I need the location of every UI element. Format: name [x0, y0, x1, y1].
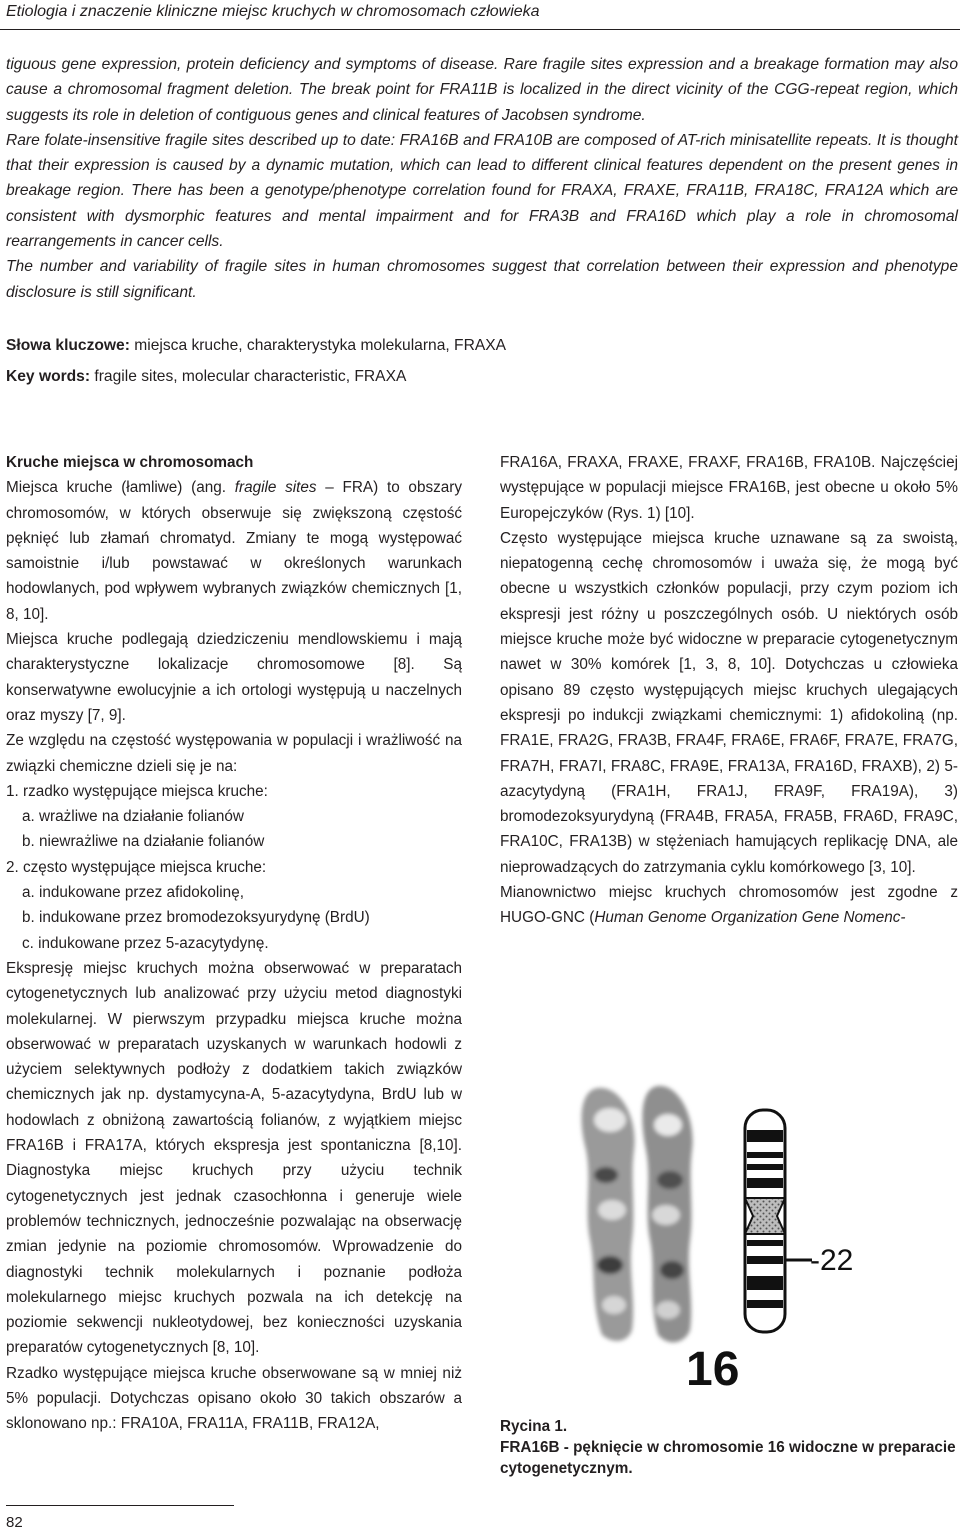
page-number: 82	[6, 1514, 23, 1531]
english-abstract	[6, 52, 958, 305]
term-italic: Human Genome Organization Gene Nomenc-	[594, 909, 906, 927]
left-column	[6, 450, 462, 1437]
body-paragraph: Miejsca kruche podlegają dziedziczeniu mendlowskiemu i mają charakterystyczne lokalizacje chromosomowe [8]. Są konserwatywne ewolucyjnie a ich ortologi występują u naczelnych oraz myszy [7, 9].	[6, 631, 462, 724]
list-item: b. niewrażliwe na działanie folianów	[22, 833, 265, 851]
list-item: a. wrażliwe na działanie folianów	[22, 808, 244, 826]
band-label: -22	[810, 1244, 854, 1277]
right-column	[500, 450, 958, 931]
keywords-english	[6, 366, 406, 388]
abstract-paragraph: Rare folate-insensitive fragile sites described up to date: FRA16B and FRA10B are composed of AT-rich minisatellite repeats. It is thought that their expression is caused by a dynamic mutation, which can lead to different clinical features dependent on the present genes in breakage region. There has been a genotype/phenotype correlation found for FRAXA, FRAXE, FRA11B, FRA18C, FRA12A which are consistent with dysmorphic features and mental impairment and for FRA3B and FRA16D which play a role in chromosomal rearrangements in cancer cells.	[6, 131, 958, 251]
body-paragraph: Ze względu na częstość występowania w populacji i wrażliwość na związki chemiczne dzieli się je na:	[6, 732, 462, 775]
chromatid-photo	[582, 1086, 693, 1342]
section-heading: Kruche miejsca w chromosomach	[6, 454, 254, 471]
figure-caption	[500, 1416, 958, 1479]
list-item: b. indukowane przez bromodezoksyurydynę (BrdU)	[22, 909, 370, 927]
body-paragraph: Często występujące miejsca kruche uznawane są za swoistą, niepatogenną cechę chromosomów i uważa się, że mogą być obecne u wszystkich członków populacji, przy czym poziom ich ekspresji jest różny u poszczególnych osób. U niektórych osób miejsce kruche może być widoczne w preparacie cytogenetycznym nawet w 30% komórek [1, 3, 8, 10]. Dotychczas u człowieka opisano 89 często występujących miejsc kruchych ulegających ekspresji po indukcji związkami chemicznymi: 1) afidokoliną (np. FRA1E, FRA2G, FRA3B, FRA4F, FRA6E, FRA6F, FRA7E, FRA7G, FRA7H, FRA7I, FRA8C, FRA9E, FRA13A, FRA16D, FRAXB), 2) 5-azacytydyną (FRA1H, FRA1J, FRA9F, FRA19A), 3) bromodezoksyurydyną (FRA4B, FRA5A, FRA5B, FRA6D, FRA9C, FRA10C, FRA13B) w stężeniach hamujących replikację DNA, ale nieprowadzących do zatrzymania cyklu komórkowego [3, 10].	[500, 529, 958, 876]
running-header: Etiologia i znaczenie kliniczne miejsc kruchych w chromosomach człowieka	[6, 3, 540, 20]
keywords-polish	[6, 335, 506, 357]
abstract-paragraph: tiguous gene expression, protein deficiency and symptoms of disease. Rare fragile sites expression and a breakage formation may also cause a chromosomal fragment deletion. The break point for FRA11B is localized in the direct vicinity of the CGG-repeat region, which suggests its role in deletion of contiguous genes and clinical features of Jacobsen syndrome.	[6, 56, 958, 124]
body-paragraph: FRA16A, FRAXA, FRAXE, FRAXF, FRA16B, FRA10B. Najczęściej występujące w populacji miejsce FRA16B, jest obecne u około 5% Europejczyków (Rys. 1) [10].	[500, 454, 958, 522]
body-paragraph: Ekspresję miejsc kruchych można obserwować w preparatach cytogenetycznych lub analizować przy użyciu metod diagnostyki molekularnej. W pierwszym przypadku miejsca kruche można obserwować w preparatach uzyskanych w warunkach hodowli z użyciem selektywnych podłoży z dodatkiem takich związków chemicznych jak np. dystamycyna-A, 5-azacytydyna, BrdU lub w hodowlach z obniżoną zawartością folianów, z wyjątkiem miejsc FRA16B i FRA17A, których ekspresja jest spontaniczna [8,10]. Diagnostyka miejsc kruchych przy użyciu technik cytogenetycznych jest jednak czasochłonna i generuje wiele problemów technicznych, jednocześnie pozwalając na obserwację zmian jedynie na poziomie chromosomów. Wprowadzenie do diagnostyki technik molekularnych i poznanie podłoża molekularnego miejsc kruchych pozwala na ich detekcję na poziomie sekwencji nukleotydowej, bez konieczności uzyskania preparatów cytogenetycznych [8, 10].	[6, 959, 462, 1357]
keywords-polish-text: miejsca kruche, charakterystyka molekularna, FRAXA	[129, 337, 507, 354]
body-paragraph: Miejsca kruche (łamliwe) (ang. fragile sites – FRA) to obszary chromosomów, w których obserwuje się zwiększoną częstość pęknięć lub złamań chromatyd. Zmiany te mogą występować samoistnie i/lub powstawać w określonych warunkach hodowlanych, pod wpływem wybranych związków chemicznych [1, 8, 10].	[6, 479, 462, 623]
caption-title: Rycina 1.	[500, 1418, 568, 1435]
body-paragraph: Mianownictwo miejsc kruchych chromosomów jest zgodne z HUGO-GNC (Human Genome Organization Gene Nomenc-	[500, 884, 958, 927]
list-item: c. indukowane przez 5-azacytydynę.	[22, 934, 269, 952]
header-rule	[0, 29, 960, 30]
footer-rule	[6, 1505, 234, 1506]
body-paragraph: Rzadko występujące miejsca kruche obserwowane są w mniej niż 5% populacji. Dotychczas opisano około 30 takich obszarów a sklonowano np.: FRA10A, FRA11A, FRA11B, FRA12A,	[6, 1364, 462, 1433]
keywords-polish-label: Słowa kluczowe:	[6, 337, 130, 354]
list-item: 1. rzadko występujące miejsca kruche:	[6, 782, 268, 800]
chromosome-figure	[540, 1080, 960, 1400]
chromosome-ideogram	[745, 1110, 812, 1332]
classification-list	[6, 779, 462, 956]
chromosome-number: 16	[686, 1343, 740, 1396]
term-italic: fragile sites	[234, 479, 317, 497]
keywords-english-label: Key words:	[6, 368, 91, 385]
abstract-paragraph: The number and variability of fragile sites in human chromosomes suggest that correlation between their expression and phenotype disclosure is still significant.	[6, 258, 958, 301]
caption-text: FRA16B - pęknięcie w chromosomie 16 widoczne w preparacie cytogenetycznym.	[500, 1439, 956, 1477]
keywords-english-text: fragile sites, molecular characteristic, FRAXA	[90, 368, 407, 385]
list-item: 2. często występujące miejsca kruche:	[6, 858, 267, 876]
chromosome-image	[540, 1080, 960, 1400]
list-item: a. indukowane przez afidokolinę,	[22, 884, 244, 902]
